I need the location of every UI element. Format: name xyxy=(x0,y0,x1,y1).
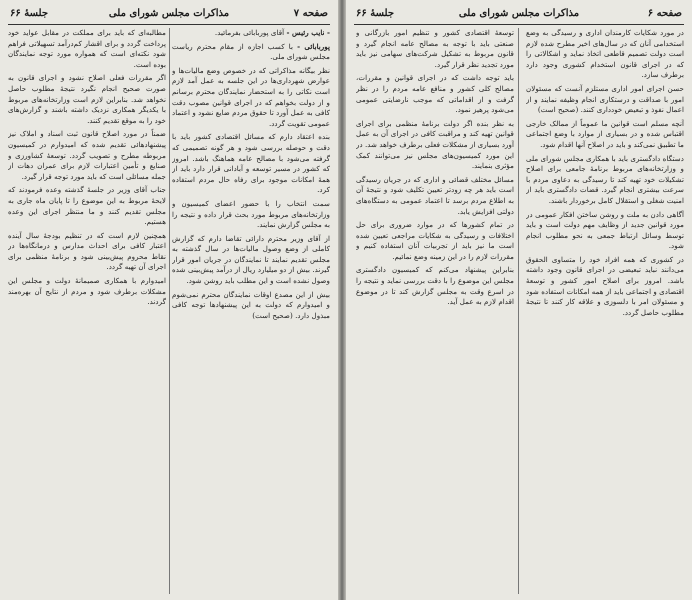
session-number: جلسهٔ ۶۶ xyxy=(356,8,395,19)
paragraph xyxy=(356,28,514,70)
paragraph xyxy=(356,265,514,307)
paragraph-text: در تمام کشورها که در موارد ضروری برای حل اختلافات و رسیدگی به شکایات مراجعی تعیین شده است ما نیز باید از تجربیات آنان استفاده کنیم و مقررات لازم را در این زمینه وضع نمائیم. xyxy=(356,220,514,261)
book-gutter xyxy=(338,0,346,600)
left-page-column-left xyxy=(8,28,166,594)
paragraph-text: توسعهٔ اقتصادی کشور و تنظیم امور بازرگانی و صنعتی باید با توجه به مصالح عامه انجام گیرد و قانون مربوط به تشکیل شرکت‌های سهامی نیز باید مورد تجدید نظر قرار گیرد. xyxy=(356,28,514,69)
paragraph-text: دستگاه دادگستری باید با همکاری مجلس شورای ملی و وزارتخانه‌های مربوط برنامهٔ جامعی برای اصلاح تشکیلات خود تهیه کند تا رسیدگی به دعاوی مردم با سرعت بیشتری انجام گیرد. قضات دادگستری باید از امنیت شغلی و استقلال کامل برخوردار باشند. xyxy=(526,153,684,205)
paragraph xyxy=(8,276,166,308)
paragraph-text: حسن اجرای امور اداری مستلزم آنست که مسئولان امور با صداقت و درستکاری انجام وظیفه نمایند و از اعمال نفوذ و تبعیض خودداری کنند. (صحیح است) xyxy=(526,83,684,115)
paragraph-text: نظر بیگانه مذاکراتی که در خصوص وضع مالیات‌ها و عوارض شهرداری‌ها در این جلسه به عمل آمد لازم است نکاتی را به استحضار نمایندگان محترم برسانم و از دولت بخواهم که در اجرای قوانین مصوب دقت کافی به عمل آورد تا حقوق مردم ضایع نشود و اعتماد عمومی تقویت گردد. xyxy=(172,65,330,128)
paragraph-text: در کشوری که همه افراد خود را متساوی الحقوق می‌دانند نباید تبعیضی در اجرای قانون وجود داشته باشد. امروز برای اصلاح امور کشور و توسعهٔ اقتصادی و اجتماعی باید از همه امکانات استفاده شود و مسئولان امر با دلسوزی و علاقه کار کنند تا نتیجهٔ مطلوب حاصل گردد. xyxy=(526,254,684,317)
paragraph-text: مطالبه‌ای که باید برای مملکت در مقابل عواید خود پرداخت گردد و برای اقشار کم‌درآمد تسهیلاتی فراهم شود نکته‌ای است که همواره مورد توجه نمایندگان بوده است. xyxy=(8,28,166,69)
paragraph-text: با کسب اجازه از مقام محترم ریاست مجلس شورای ملی. xyxy=(172,41,330,62)
right-page xyxy=(346,0,692,600)
paragraph-text: باید توجه داشت که در اجرای قوانین و مقررات، مصالح کلی کشور و منافع عامه مردم را در نظر گرفت و از اقداماتی که موجب نارضایتی عمومی می‌شود پرهیز نمود. xyxy=(356,73,514,115)
paragraph xyxy=(356,220,514,262)
paragraph xyxy=(356,175,514,217)
paragraph xyxy=(8,129,166,182)
left-page xyxy=(0,0,338,600)
paragraph-text: ضمناً در مورد اصلاح قانون ثبت اسناد و املاک نیز پیشنهادهائی تقدیم شده که امیدوارم در کمیسیون مربوطه مطرح و تصویب گردد. توسعهٔ کشاورزی و صنایع و تأمین اعتبارات لازم برای عمران دهات از جمله مسائلی است که باید مورد توجه قرار گیرد. xyxy=(8,129,166,181)
paragraph xyxy=(172,28,330,39)
speaker-name: - نایب رئیس - xyxy=(286,28,330,37)
paragraph xyxy=(172,290,330,322)
paragraph xyxy=(8,185,166,227)
session-number: جلسهٔ ۶۶ xyxy=(10,8,49,19)
paragraph-text: اگر مقررات فعلی اصلاح نشود و اجرای قانون به صورت صحیح انجام نگیرد نتیجهٔ مطلوب حاصل نخواهد شد. بنابراین لازم است وزارتخانه‌های مربوط با یکدیگر همکاری نزدیک داشته باشند و گزارش‌های خود را به موقع تقدیم کنند. xyxy=(8,73,166,125)
column-divider xyxy=(518,28,519,594)
paragraph-text: بنابراین پیشنهاد می‌کنم که کمیسیون دادگستری مجلس این موضوع را با دقت بررسی نماید و نتیجه را در اسرع وقت به مجلس گزارش کند تا در موضوع اقدام لازم به عمل آید. xyxy=(356,265,514,307)
paragraph xyxy=(526,255,684,319)
left-page-header xyxy=(8,6,330,25)
paragraph-text: در مورد شکایات کارمندان اداری و رسیدگی به وضع استخدامی آنان که در سال‌های اخیر مطرح شده لازم است دولت تصمیم قاطعی اتخاذ نماید و اشکالاتی را که در اجرای قانون استخدام کشوری وجود دارد برطرف سازد. xyxy=(526,28,684,80)
paragraph-text: امیدوارم با همکاری صمیمانهٔ دولت و مجلس این مشکلات برطرف شود و مردم از نتایج آن بهره‌مند گردند. xyxy=(8,276,166,307)
page-title: مذاکرات مجلس شورای ملی xyxy=(458,8,580,19)
paragraph xyxy=(172,132,330,196)
page-title: مذاکرات مجلس شورای ملی xyxy=(108,8,230,19)
paragraph-text: مسائل مختلف قضائی و اداری که در جریان رسیدگی است باید هر چه زودتر تعیین تکلیف شود و نتیجهٔ آن به اطلاع مردم برسد تا اعتماد عمومی به دستگاه‌های دولتی افزایش یابد. xyxy=(356,174,514,216)
paragraph-text: سمت انتخاب را با حضور اعضای کمیسیون و وزارتخانه‌های مربوط مورد بحث قرار داده و نتیجه را به مجلس گزارش نمایند. xyxy=(172,198,330,230)
paragraph xyxy=(8,28,166,70)
page-number: صفحه ۶ xyxy=(647,8,682,19)
paragraph xyxy=(526,84,684,116)
paragraph xyxy=(172,234,330,287)
paragraph xyxy=(526,154,684,207)
paragraph-text: از آقای وزیر محترم دارائی تقاضا دارم که گزارش کاملی از وضع وصول مالیات‌ها در سال گذشته به مجلس تقدیم نمایند تا نمایندگان در جریان امور قرار گیرند. بیش از دو میلیارد ریال از درآمد پیش‌بینی شده وصول نشده است و این مطلب باید روشن شود. xyxy=(172,233,330,286)
paragraph xyxy=(172,199,330,231)
paragraph xyxy=(526,119,684,151)
paragraph xyxy=(526,210,684,252)
paragraph-text: آقای پوربابائی بفرمائید. xyxy=(214,28,285,37)
paragraph-text: جناب آقای وزیر در جلسهٔ گذشته وعده فرمودند که لایحهٔ مربوط به این موضوع را تا پایان ماه جاری به مجلس تقدیم کنند و ما منتظر اجرای این وعده هستیم. xyxy=(8,185,166,227)
right-page-header xyxy=(354,6,684,25)
paragraph-text: همچنین لازم است که در تنظیم بودجهٔ سال آینده اعتبار کافی برای احداث مدارس و درمانگاه‌ها در نقاط محروم پیش‌بینی شود و برنامهٔ منظمی برای اجرای آن تهیه گردد. xyxy=(8,230,166,272)
speaker-name: پوربابائی - xyxy=(297,41,330,51)
paragraph xyxy=(526,28,684,81)
right-page-column-left xyxy=(356,28,514,594)
paragraph xyxy=(8,231,166,273)
paragraph xyxy=(356,119,514,172)
page-number: صفحه ۷ xyxy=(293,8,328,19)
paragraph-text: بیش از این مصدع اوقات نمایندگان محترم نمی‌شوم و امیدوارم که دولت به این پیشنهادها توجه کافی مبذول دارد. (صحیح است) xyxy=(172,289,330,320)
paragraph xyxy=(172,66,330,130)
left-page-column-right xyxy=(172,28,330,594)
column-divider xyxy=(169,28,170,594)
paragraph xyxy=(356,73,514,115)
paragraph-text: آنچه مسلم است قوانین ما عموماً از ممالک خارجی اقتباس شده و در بسیاری از موارد با وضع اجتماعی ما تطبیق نمی‌کند و باید در اصلاح آنها اقدام شود. xyxy=(526,118,684,149)
right-page-column-right xyxy=(526,28,684,594)
paragraph-text: آگاهی دادن به ملت و روشن ساختن افکار عمومی در مورد قوانین جدید از وظایف مهم دولت است و باید توسط وسائل ارتباط جمعی به نحو مطلوب انجام شود. xyxy=(526,209,684,251)
paragraph xyxy=(172,42,330,63)
paragraph-text: به نظر بنده اگر دولت برنامهٔ منظمی برای اجرای قوانین تهیه کند و مراقبت کافی در اجرای آن به عمل آورد بسیاری از مشکلات فعلی برطرف خواهد شد. در این مورد کمیسیون‌های مجلس نیز می‌توانند کمک مؤثری بنمایند. xyxy=(356,118,514,171)
paragraph xyxy=(8,73,166,126)
paragraph-text: بنده اعتقاد دارم که مسائل اقتصادی کشور باید با دقت و حوصله بررسی شود و هر گونه تصمیمی که گرفته می‌شود با مصالح عامه هماهنگ باشد. امروز که کشور در مسیر توسعه و آبادانی قرار دارد باید از همهٔ امکانات موجود برای رفاه حال مردم استفاده کرد. xyxy=(172,132,330,195)
